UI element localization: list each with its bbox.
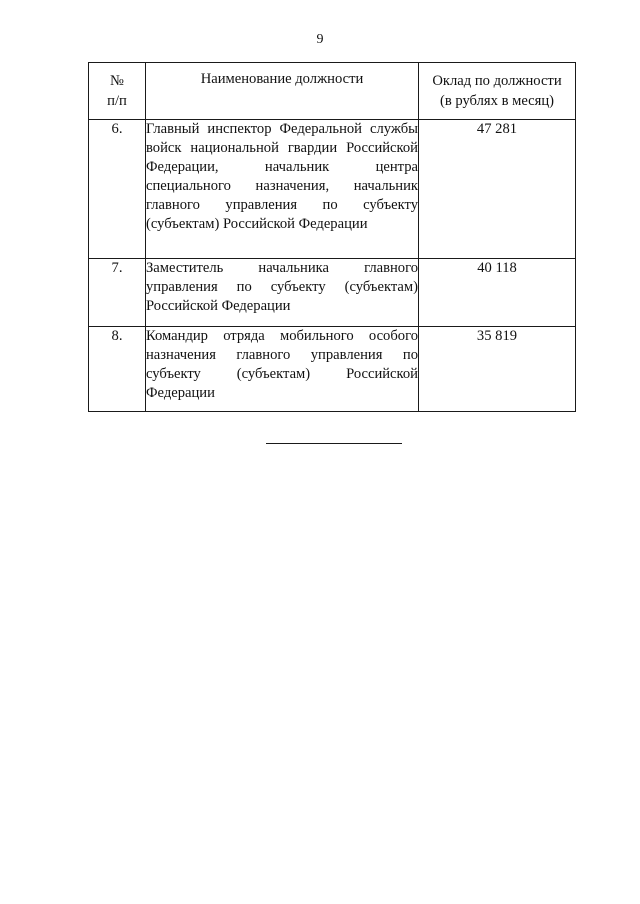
end-of-document-rule [266,443,402,444]
row-position-name: Заместитель начальника главного управления по субъекту (субъектам) Российской Федерации [146,259,419,327]
table-row [89,259,576,327]
table-header-row [89,63,576,120]
row-number: 7. [89,259,146,327]
header-number-line2: п/п [107,93,127,109]
header-position-name-text: Наименование должности [200,71,364,87]
header-salary-line2: (в рублях в месяц) [439,93,555,109]
row-salary: 47 281 [419,120,576,259]
header-position-name [146,63,419,120]
page-number: 9 [316,32,324,47]
row-position-name: Командир отряда мобильного особого назначения главного управления по субъекту (субъектам) Российской Федерации [146,327,419,412]
header-salary-line1: Оклад по должности [432,73,562,89]
row-number: 6. [89,120,146,259]
table-row [89,120,576,259]
row-salary: 40 118 [419,259,576,327]
salary-table [88,62,576,412]
header-salary [419,63,576,120]
row-salary: 35 819 [419,327,576,412]
table-row [89,327,576,412]
row-position-name: Главный инспектор Федеральной службы войск национальной гвардии Российской Федерации, начальник центра специального назначения, начальник главного управления по субъекту (субъектам) Российской Федерации [146,120,419,259]
header-number-line1: № [110,73,124,89]
row-number: 8. [89,327,146,412]
header-number [89,63,146,120]
